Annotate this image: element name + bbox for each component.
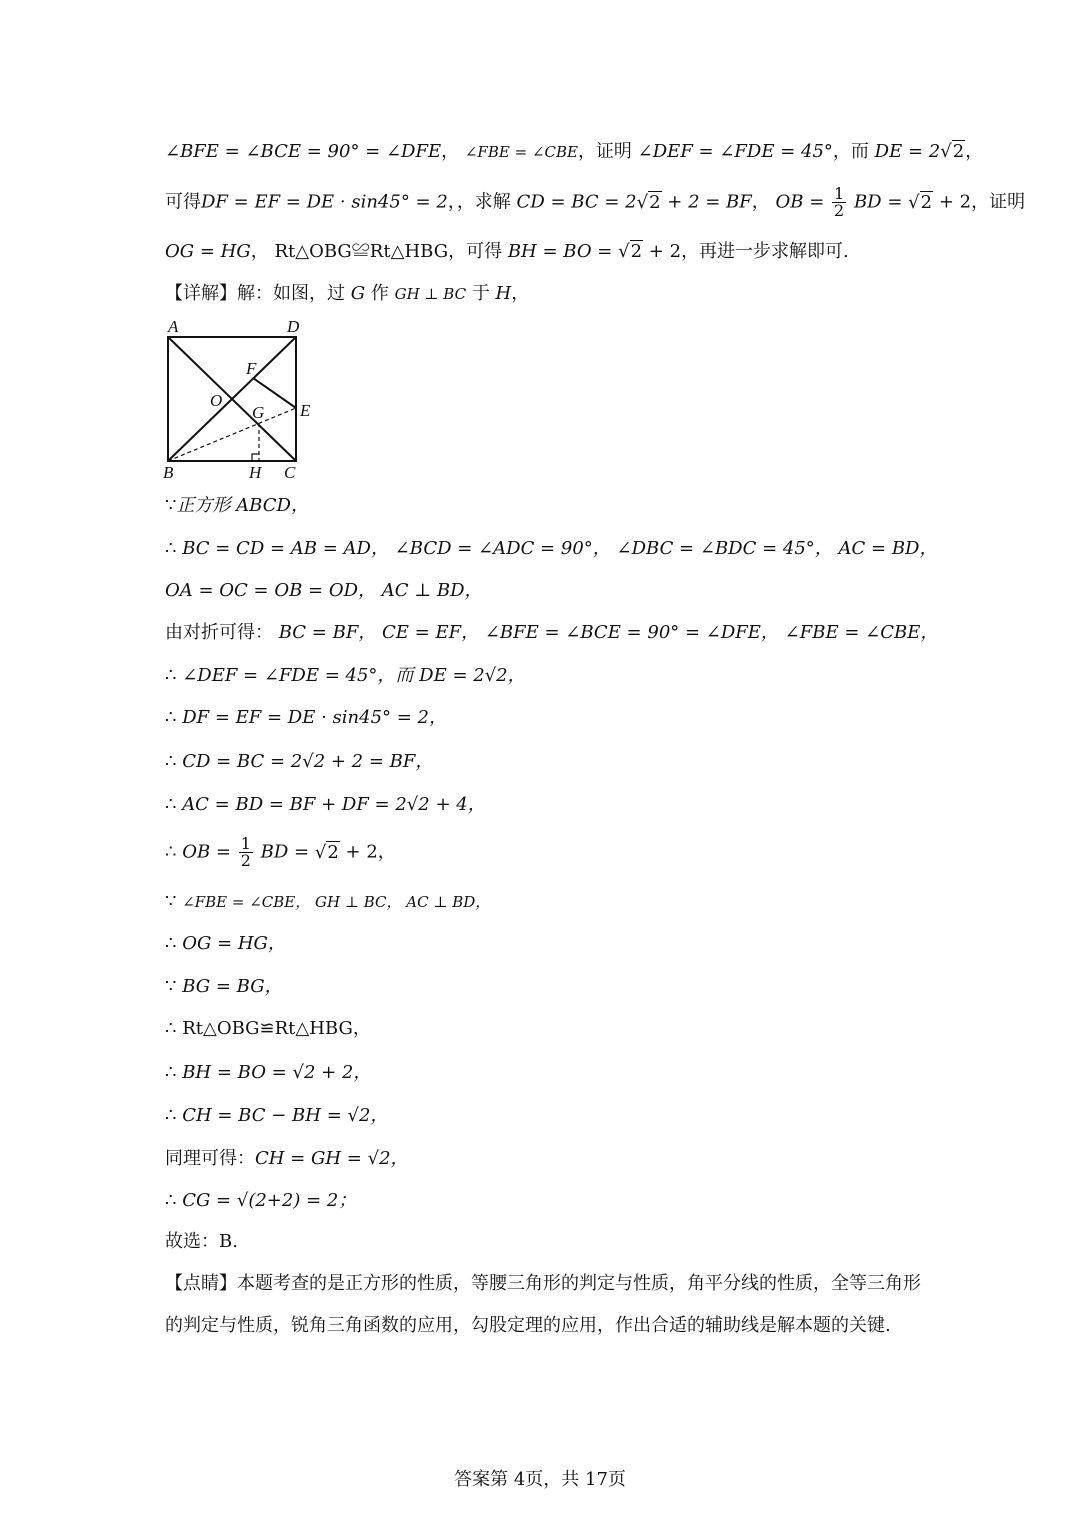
label-d: D [287, 317, 300, 336]
label-b: B [163, 463, 174, 482]
step-line: ∴ BH = BO = √2 + 2， [165, 1062, 372, 1083]
comment-label: 【点睛】 [165, 1273, 237, 1294]
summary-line-2: 可得DF = EF = DE · sin45° = 2，，求解 CD = BC = 2√2 + 2 = BF， OB = $\frac{1}{2}$ BD = √2 + 2，证明 [165, 184, 1026, 220]
sqrt-sign: √ [940, 141, 952, 162]
fraction-half: $\frac{1}{2}$ [834, 184, 845, 220]
step-line: ∵正方形 ABCD， [165, 495, 309, 516]
step-line: OA = OC = OB = OD， AC ⊥ BD， [165, 580, 483, 601]
conclusion-line: 故选：B. [165, 1231, 238, 1252]
right-angle-mark [252, 454, 259, 461]
label-a: A [168, 317, 179, 336]
eq-angles: ∠BFE = ∠BCE = 90° = ∠DFE [165, 141, 442, 162]
fraction-half: $\frac{1}{2}$ [240, 834, 251, 870]
step-line: 同理可得：CH = GH = √2， [165, 1148, 409, 1169]
label-f: F [246, 359, 257, 378]
summary-line-3: OG = HG， Rt△OBG≌Rt△HBG，可得 BH = BO = √2 + 2，再进一步求解即可. [165, 241, 849, 262]
eq-fbe-cbe: ∠FBE = ∠CBE [464, 143, 578, 161]
label-c: C [284, 463, 296, 482]
detail-label: 【详解】 [165, 283, 237, 304]
step-line: ∴ CD = BC = 2√2 + 2 = BF， [165, 751, 434, 772]
eq-cd: CD = BC = 2 [516, 191, 637, 213]
label-e: E [300, 401, 311, 420]
eq-def-fde: ∠DEF = ∠FDE = 45° [637, 141, 833, 162]
eq-de: DE = 2 [874, 141, 941, 162]
step-line: 由对折可得： BC = BF， CE = EF， ∠BFE = ∠BCE = 90° = ∠DFE， ∠FBE = ∠CBE， [165, 622, 939, 643]
label-h: H [249, 463, 262, 482]
ob-line: ∴ OB = $\frac{1}{2}$ BD = √2 + 2， [165, 834, 396, 870]
detail-intro: 【详解】解：如图，过 G 作 GH ⊥ BC 于 H， [165, 283, 530, 304]
comment-text: 本题考查的是正方形的性质，等腰三角形的判定与性质，角平分线的性质，全等三角形的判定与性质，锐角三角函数的应用，勾股定理的应用，作出合适的辅助线是解本题的关键. [165, 1273, 921, 1336]
eq-og-hg: OG = HG [165, 241, 251, 262]
label-o: O [210, 391, 223, 410]
eq-ob: OB = [775, 191, 825, 213]
step-line: ∴ Rt△OBG≌Rt△HBG， [165, 1018, 371, 1039]
step-line: ∴ ∠DEF = ∠FDE = 45°，而 DE = 2√2， [165, 665, 526, 686]
step-line: ∴ CG = √(2+2) = 2； [165, 1190, 357, 1211]
label-g: G [252, 403, 265, 422]
eq-df: DF = EF = DE · sin45° = 2 [201, 191, 448, 213]
eq-congruent: Rt△OBG≌Rt△HBG [274, 241, 449, 262]
step-line: ∴ DF = EF = DE · sin45° = 2， [165, 707, 447, 728]
step-line: ∴ AC = BD = BF + DF = 2√2 + 4， [165, 794, 486, 815]
eq-bh: BH = BO = [507, 241, 613, 262]
step-line: ∴ OG = HG， [165, 933, 286, 954]
comment-paragraph [165, 1263, 925, 1347]
summary-line-1: ∠BFE = ∠BCE = 90° = ∠DFE， ∠FBE = ∠CBE，证明 ∠DEF = ∠FDE = 45°，而 DE = 2√2， [165, 141, 984, 162]
step-line: ∵ BG = BG， [165, 976, 283, 997]
segment-be-dashed [168, 408, 296, 461]
step-line: ∴ BC = CD = AB = AD， ∠BCD = ∠ADC = 90°， ∠DBC = ∠BDC = 45°， AC = BD， [165, 538, 938, 559]
step-line: ∴ CH = BC − BH = √2， [165, 1105, 389, 1126]
page-footer: 答案第 4页，共 17页 [454, 1469, 626, 1490]
square-figure [160, 315, 330, 485]
step-line: ∵ ∠FBE = ∠CBE， GH ⊥ BC， AC ⊥ BD， [165, 891, 491, 912]
